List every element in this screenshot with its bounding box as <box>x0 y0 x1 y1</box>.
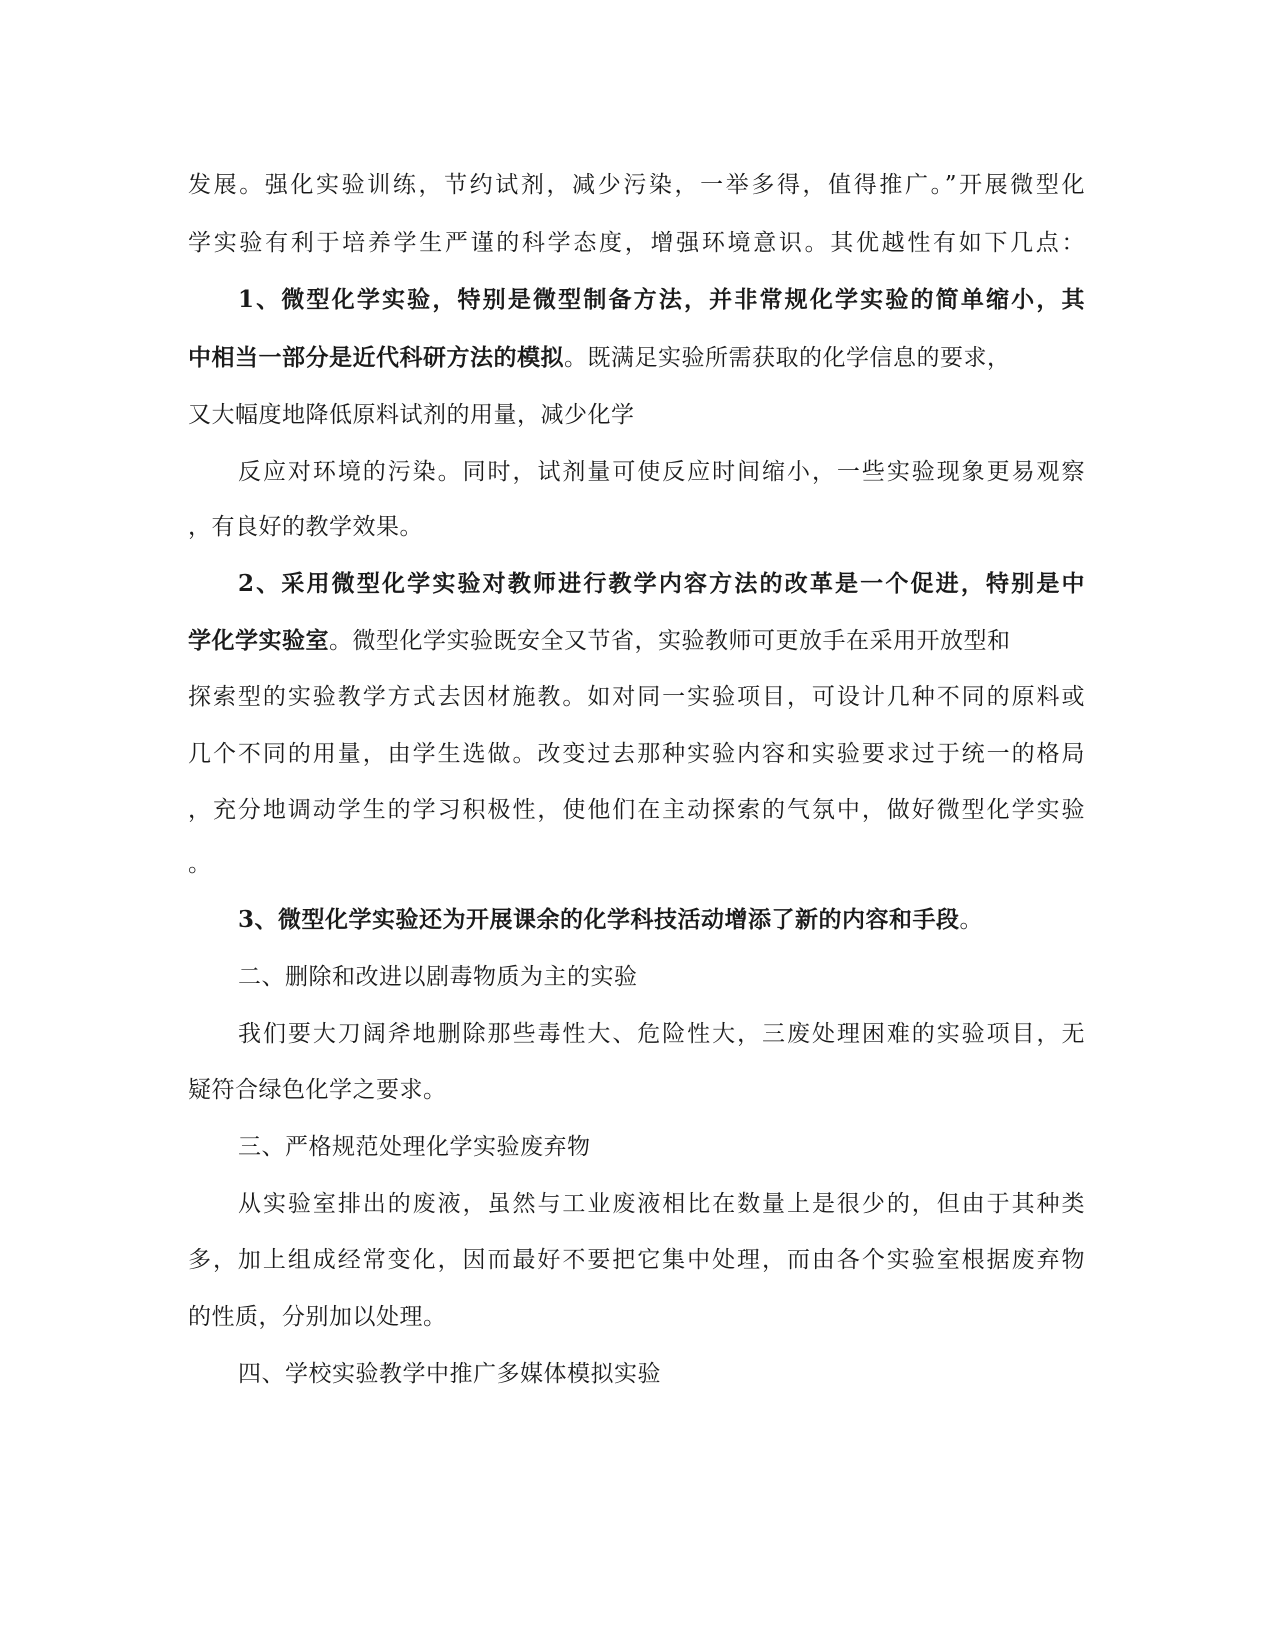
list-item-3-line <box>238 905 1138 935</box>
text-run: 。 <box>959 907 984 933</box>
section-heading-2: 二、删除和改进以剧毒物质为主的实验 <box>238 964 638 990</box>
paragraph-line: ，充分地调动学生的学习积极性，使他们在主动探索的气氛中，做好微型化学实验 <box>188 797 1085 823</box>
paragraph-line: 探索型的实验教学方式去因材施教。如对同一实验项目，可设计几种不同的原料或 <box>188 684 1085 710</box>
bold-phrase: 中相当一部分是近代科研方法的模拟 <box>188 344 564 371</box>
paragraph-line: 的性质，分别加以处理。 <box>188 1304 447 1330</box>
text-run: 。微型化学实验既安全又节省，实验教师可更放手在采用开放型和 <box>329 628 1011 654</box>
bold-phrase: 学化学实验室 <box>188 627 329 654</box>
section-heading-4: 四、学校实验教学中推广多媒体模拟实验 <box>238 1361 661 1387</box>
paragraph-line: 从实验室排出的废液，虽然与工业废液相比在数量上是很少的，但由于其种类 <box>238 1191 1085 1217</box>
paragraph-line: 又大幅度地降低原料试剂的用量，减少化学 <box>188 402 635 428</box>
paragraph-line: 疑符合绿色化学之要求。 <box>188 1077 447 1103</box>
bold-phrase: 3、微型化学实验还为开展课余的化学科技活动增添了新的内容和手段 <box>238 906 960 933</box>
list-item-2-line <box>188 626 1088 656</box>
paragraph-line: 几个不同的用量，由学生选做。改变过去那种实验内容和实验要求过于统一的格局 <box>188 741 1085 767</box>
list-item-2-bold: 2、采用微型化学实验对教师进行教学内容方法的改革是一个促进，特别是中 <box>238 570 1085 597</box>
paragraph-line: 发展。强化实验训练，节约试剂，减少污染，一举多得，值得推广。”开展微型化 <box>188 172 1085 198</box>
section-heading-3: 三、严格规范处理化学实验废弃物 <box>238 1134 591 1160</box>
text-run: 。既满足实验所需获取的化学信息的要求， <box>564 345 1011 371</box>
paragraph-line: 学实验有利于培养学生严谨的科学态度，增强环境意识。其优越性有如下几点： <box>188 230 1085 256</box>
list-item-1-line <box>188 343 1088 373</box>
paragraph-line: 。 <box>188 851 212 877</box>
paragraph-line: 我们要大刀阔斧地删除那些毒性大、危险性大，三废处理困难的实验项目，无 <box>238 1021 1085 1047</box>
paragraph-line: 反应对环境的污染。同时，试剂量可使反应时间缩小，一些实验现象更易观察 <box>238 459 1085 485</box>
paragraph-line: 多，加上组成经常变化，因而最好不要把它集中处理，而由各个实验室根据废弃物 <box>188 1247 1085 1273</box>
paragraph-line: ，有良好的教学效果。 <box>188 514 423 540</box>
list-item-1-bold: 1、微型化学实验，特别是微型制备方法，并非常规化学实验的简单缩小，其 <box>238 286 1085 313</box>
